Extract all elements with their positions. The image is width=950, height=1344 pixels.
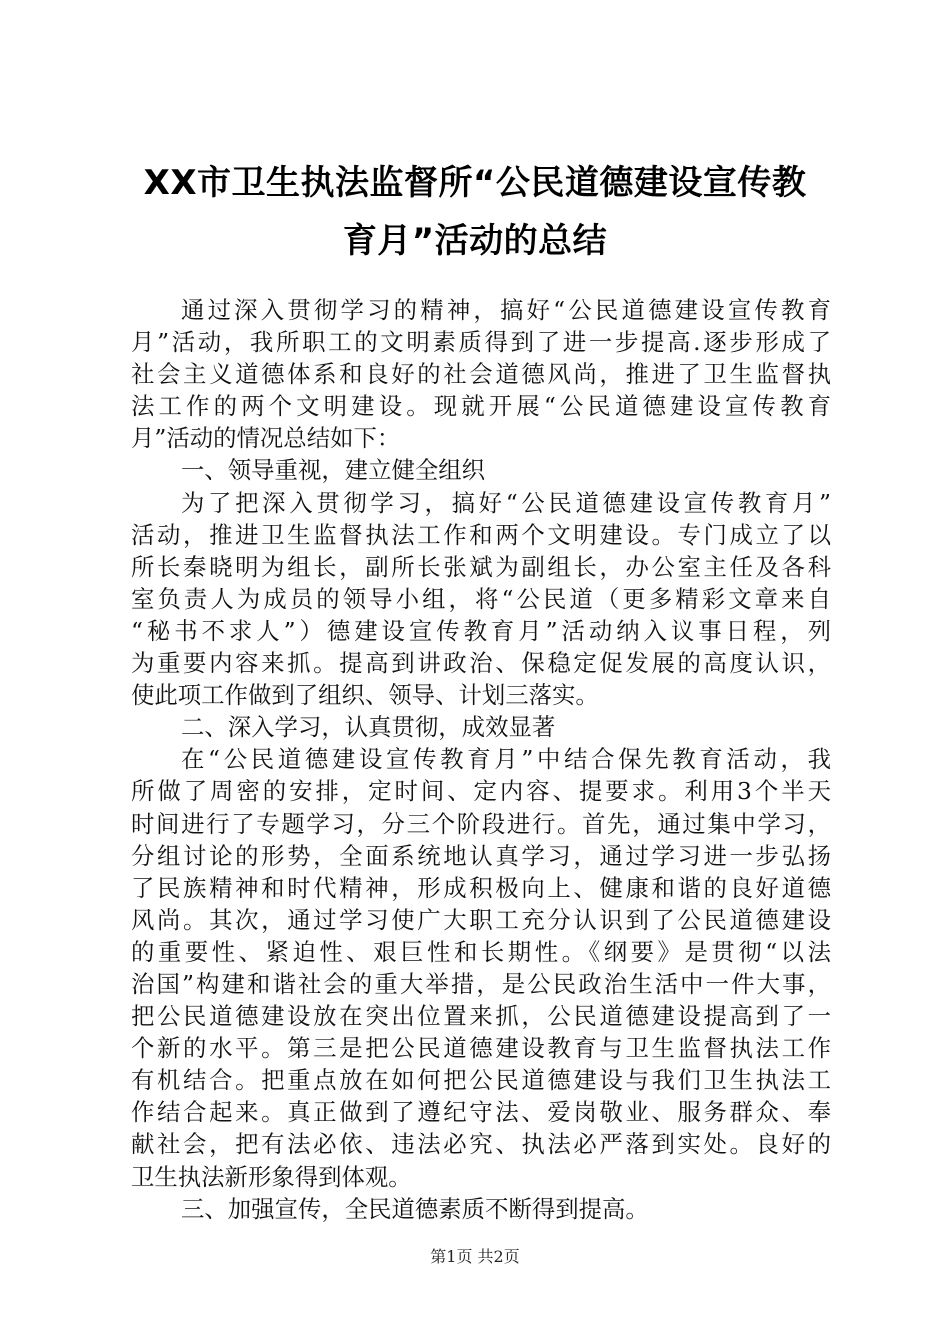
body-line: 所长秦晓明为组长，副所长张斌为副组长，办公室主任及各科 <box>131 552 831 581</box>
body-line: 活动，推进卫生监督执法工作和两个文明建设。专门成立了以 <box>131 520 831 549</box>
body-line: 二、深入学习，认真贯彻，成效显著 <box>181 713 556 742</box>
body-line: 使此项工作做到了组织、领导、计划三落实。 <box>131 681 599 710</box>
body-line: 所做了周密的安排，定时间、定内容、提要求。利用3个半天 <box>131 777 831 806</box>
body-line: 卫生执法新形象得到体观。 <box>131 1162 412 1191</box>
body-line: 把公民道德建设放在突出位置来抓，公民道德建设提高到了一 <box>131 1002 831 1031</box>
body-text <box>131 294 831 1225</box>
body-line: 个新的水平。第三是把公民道德建设教育与卫生监督执法工作 <box>131 1034 831 1063</box>
body-line: 为了把深入贯彻学习，搞好“公民道德建设宣传教育月” <box>181 488 831 517</box>
body-line: 了民族精神和时代精神，形成积极向上、健康和谐的良好道德 <box>131 873 831 902</box>
page-footer: 第1页 共2页 <box>430 1247 520 1266</box>
body-line: 法工作的两个文明建设。现就开展“公民道德建设宣传教育 <box>131 392 831 421</box>
body-line: 三、加强宣传，全民道德素质不断得到提高。 <box>181 1194 649 1223</box>
body-line: 一、领导重视，建立健全组织 <box>181 456 486 485</box>
body-line: 室负责人为成员的领导小组，将“公民道（更多精彩文章来自 <box>131 584 831 613</box>
title-line-1: XX市卫生执法监督所“公民道德建设宣传教 <box>143 163 807 203</box>
body-line: 月”活动，我所职工的文明素质得到了进一步提高.逐步形成了 <box>131 328 831 357</box>
body-line: 治国”构建和谐社会的重大举措，是公民政治生活中一件大事， <box>131 969 831 998</box>
body-line: 在“公民道德建设宣传教育月”中结合保先教育活动，我 <box>181 745 831 774</box>
body-line: 月”活动的情况总结如下： <box>131 424 401 453</box>
body-line: 通过深入贯彻学习的精神，搞好“公民道德建设宣传教育 <box>181 296 831 324</box>
body-line: 社会主义道德体系和良好的社会道德风尚，推进了卫生监督执 <box>131 360 831 389</box>
body-line: 的重要性、紧迫性、艰巨性和长期性。《纲要》是贯彻“以法 <box>131 937 831 966</box>
body-line: 有机结合。把重点放在如何把公民道德建设与我们卫生执法工 <box>131 1066 831 1095</box>
body-line: 分组讨论的形势，全面系统地认真学习，通过学习进一步弘扬 <box>131 841 831 870</box>
body-line: 为重要内容来抓。提高到讲政治、保稳定促发展的高度认识， <box>131 649 831 678</box>
body-line: “秘书不求人”）德建设宣传教育月”活动纳入议事日程，列 <box>131 616 831 645</box>
page-title <box>110 154 840 270</box>
body-line: 时间进行了专题学习，分三个阶段进行。首先，通过集中学习， <box>131 809 831 838</box>
body-line: 风尚。其次，通过学习使广大职工充分认识到了公民道德建设 <box>131 905 831 934</box>
title-line-2: 育月”活动的总结 <box>342 221 608 261</box>
body-line: 献社会，把有法必依、违法必究、执法必严落到实处。良好的 <box>131 1130 831 1159</box>
body-line: 作结合起来。真正做到了遵纪守法、爱岗敬业、服务群众、奉 <box>131 1098 831 1127</box>
